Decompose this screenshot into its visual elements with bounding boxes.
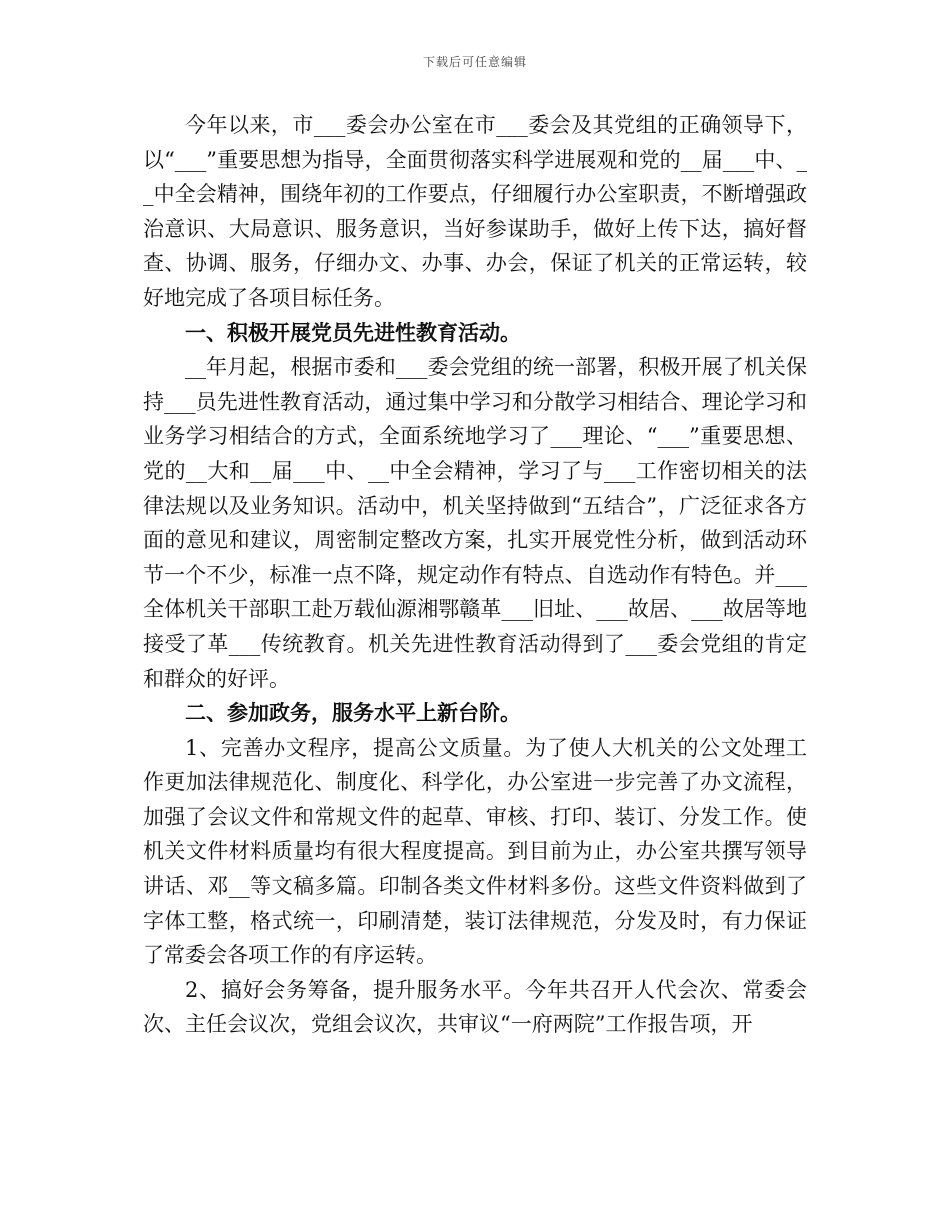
paragraph-intro: 今年以来，市___委会办公室在市___委会及其党组的正确领导下，以“___”重要思想为指导，全面贯彻落实科学进展观和党的__届___中、__中全会精神，围绕年初的工作要点，仔细履行办公室职责，不断增强政治意识、大局意识、服务意识，当好参谋助手，做好上传下达，搞好督查、协调、服务，仔细办文、办事、办会，保证了机关的正常运转，较好地完成了各项目标任务。	[143, 113, 807, 310]
section-heading-1: 一、积极开展党员先进性教育活动。	[185, 319, 521, 345]
page-header: 下载后可任意编辑	[422, 55, 527, 69]
paragraph-item-1: 1、完善办文程序，提高公文质量。为了使人大机关的公文处理工作更加法律规范化、制度化、科学化，办公室进一步完善了办文流程，加强了会议文件和常规文件的起草、审核、打印、装订、分发工作。使机关文件材料质量均有很大程度提高。到目前为止，办公室共撰写领导讲话、邓__等文稿多篇。印制各类文件材料多份。这些文件资料做到了字体工整，格式统一，印刷清楚，装订法律规范，分发及时，有力保证了常委会各项工作的有序运转。	[143, 735, 807, 968]
paragraph-section-1: __年月起，根据市委和___委会党组的统一部署，积极开展了机关保持___员先进性教育活动，通过集中学习和分散学习相结合、理论学习和业务学习相结合的方式，全面系统地学习了___理论、“___”重要思想、党的__大和__届___中、__中全会精神，学习了与___工作密切相关的法律法规以及业务知识。活动中，机关坚持做到“五结合”，广泛征求各方面的意见和建议，周密制定整改方案，扎实开展党性分析，做到活动环节一个不少，标准一点不降，规定动作有特点、自选动作有特色。并___全体机关干部职工赴万载仙源湘鄂赣革___旧址、___故居、___故居等地接受了革___传统教育。机关先进性教育活动得到了___委会党组的肯定和群众的好评。	[143, 355, 807, 691]
document-body	[143, 108, 807, 1042]
paragraph-item-2: 2、搞好会务筹备，提升服务水平。今年共召开人代会次、常委会次、主任会议次，党组会议次，共审议“一府两院”工作报告项，开	[143, 977, 807, 1037]
section-heading-2: 二、参加政务，服务水平上新台阶。	[185, 700, 521, 726]
